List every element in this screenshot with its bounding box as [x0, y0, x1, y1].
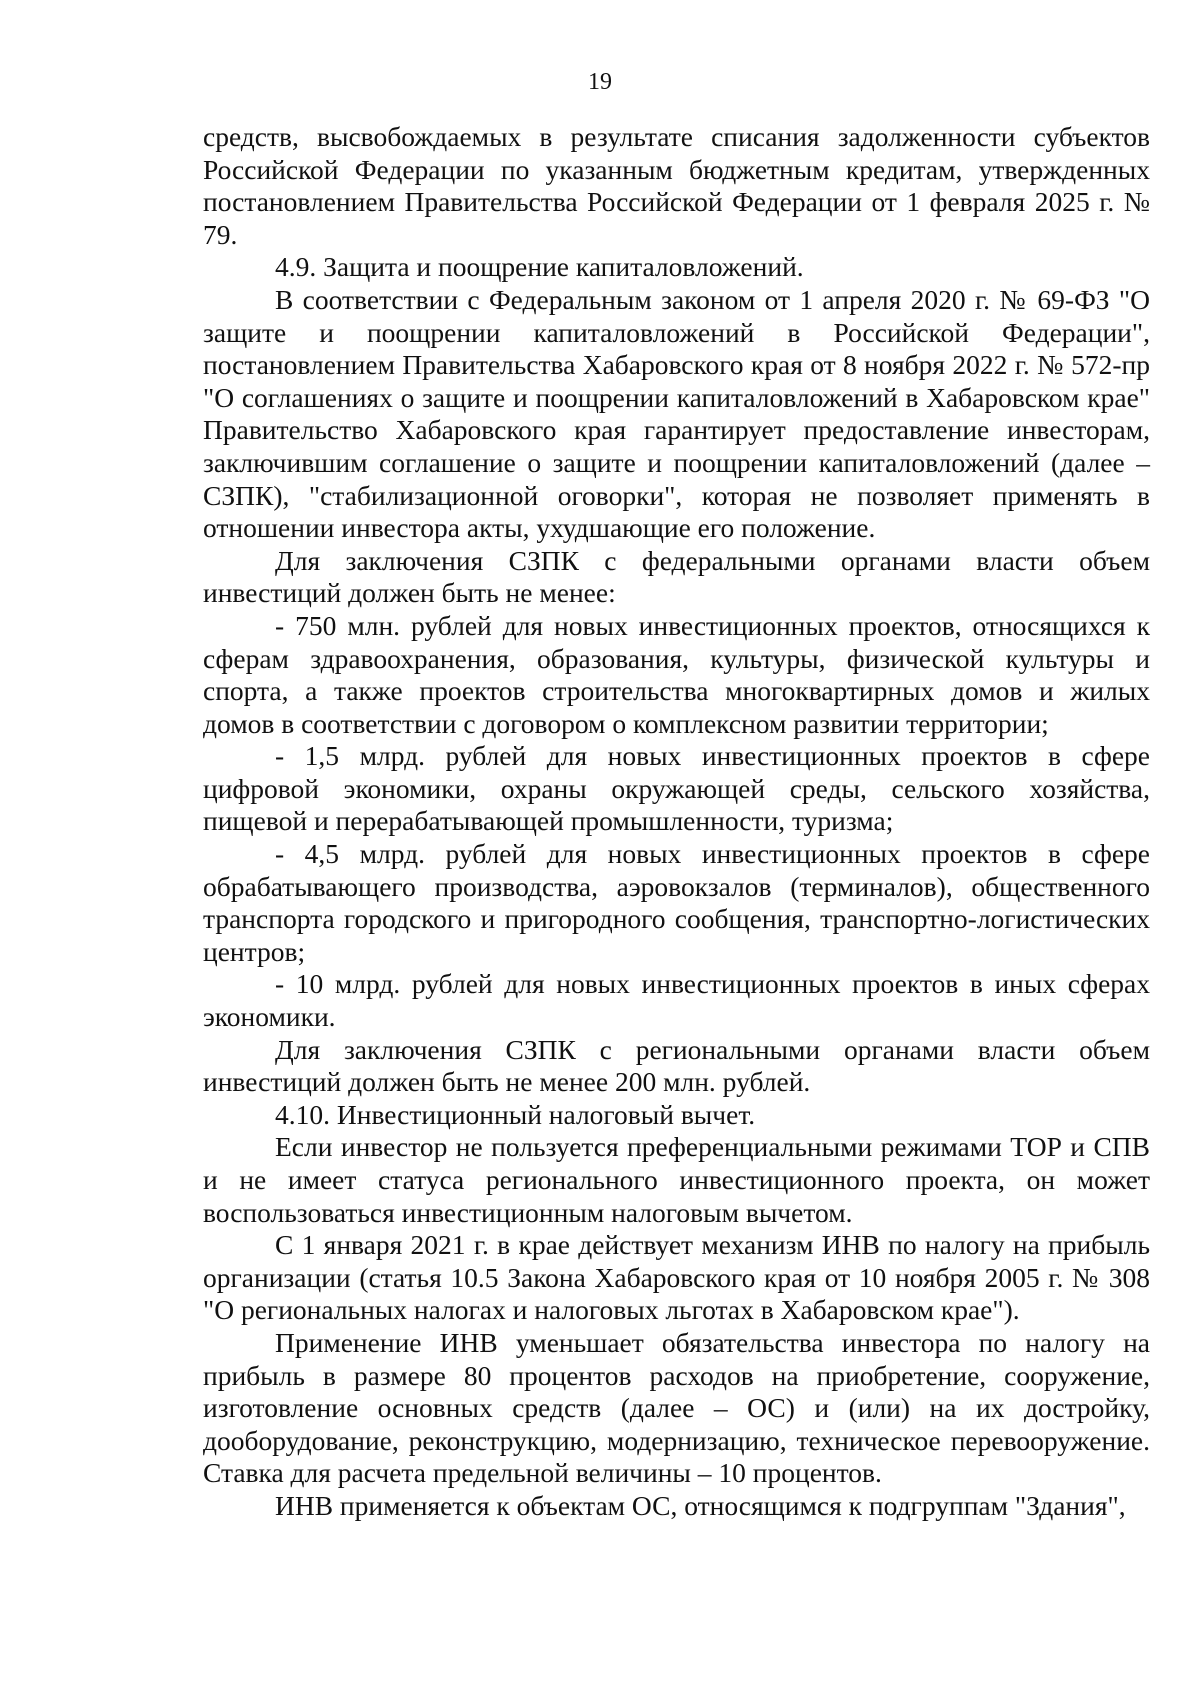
list-item: - 750 млн. рублей для новых инвестиционных проектов, относящихся к сферам здравоохранения, образования, культуры, физической культуры и спорта, а также проектов строительства многоквартирных домов и жилых домов в соответствии с договором о комплексном развитии территории;	[203, 609, 1150, 739]
paragraph: С 1 января 2021 г. в крае действует механизм ИНВ по налогу на прибыль организации (статья 10.5 Закона Хабаровского края от 10 ноября 2005 г. № 308 "О региональных налогах и налоговых льготах в Хабаровском крае").	[203, 1229, 1150, 1326]
paragraph: Если инвестор не пользуется преференциальными режимами ТОР и СПВ и не имеет статуса регионального инвестиционного проекта, он может воспользоваться инвестиционным налоговым вычетом.	[203, 1131, 1150, 1228]
list-item: - 4,5 млрд. рублей для новых инвестиционных проектов в сфере обрабатывающего производства, аэровокзалов (терминалов), общественного транспорта городского и пригородного сообщения, транспортно-логистических центров;	[203, 838, 1150, 967]
section-heading-4-9: 4.9. Защита и поощрение капиталовложений.	[275, 251, 804, 283]
page-number: 19	[588, 69, 612, 95]
paragraph: Для заключения СЗПК с федеральными органами власти объем инвестиций должен быть не менее:	[203, 544, 1150, 609]
list-item: - 10 млрд. рублей для новых инвестиционных проектов в иных сферах экономики.	[203, 968, 1150, 1033]
section-heading-4-10: 4.10. Инвестиционный налоговый вычет.	[275, 1098, 756, 1130]
document-body	[203, 121, 1150, 1523]
paragraph-continuation: средств, высвобождаемых в результате списания задолженности субъектов Российской Федерации по указанным бюджетным кредитам, утвержденных постановлением Правительства Российской Федерации от 1 февраля 2025 г. № 79.	[203, 121, 1150, 250]
paragraph: Применение ИНВ уменьшает обязательства инвестора по налогу на прибыль в размере 80 процентов расходов на приобретение, сооружение, изготовление основных средств (далее – ОС) и (или) на их достройку, дооборудование, реконструкцию, модернизацию, техническое перевооружение. Ставка для расчета предельной величины – 10 процентов.	[203, 1326, 1150, 1489]
paragraph: ИНВ применяется к объектам ОС, относящимся к подгруппам "Здания",	[275, 1489, 1126, 1521]
paragraph: В соответствии с Федеральным законом от 1 апреля 2020 г. № 69-ФЗ "О защите и поощрении капиталовложений в Российской Федерации", постановлением Правительства Хабаровского края от 8 ноября 2022 г. № 572-пр "О соглашениях о защите и поощрении капиталовложений в Хабаровском крае" Правительство Хабаровского края гарантирует предоставление инвесторам, заключившим соглашение о защите и поощрении капиталовложений (далее – СЗПК), "стабилизационной оговорки", которая не позволяет применять в отношении инвестора акты, ухудшающие его положение.	[203, 283, 1150, 544]
list-item: - 1,5 млрд. рублей для новых инвестиционных проектов в сфере цифровой экономики, охраны окружающей среды, сельского хозяйства, пищевой и перерабатывающей промышленности, туризма;	[203, 740, 1150, 837]
paragraph: Для заключения СЗПК с региональными органами власти объем инвестиций должен быть не менее 200 млн. рублей.	[203, 1033, 1150, 1098]
